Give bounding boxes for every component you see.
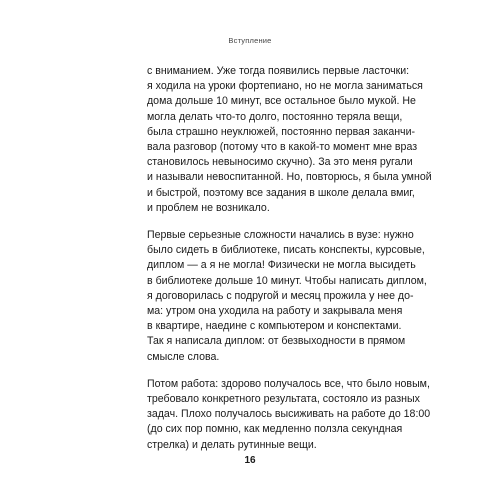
text-line: Потом работа: здорово получалось все, что было новым, [147, 377, 430, 390]
text-line: ма: утром она уходила на работу и закрывала меня [147, 305, 403, 318]
text-line: я договорилась с подругой и месяц прожила у нее до- [147, 289, 414, 302]
text-line: задач. Плохо получалось высиживать на работе до 18:00 [147, 408, 431, 421]
paragraph-1 [147, 64, 432, 216]
text-line: было сидеть в библиотеке, писать конспекты, курсовые, [147, 244, 425, 257]
text-line: стрелка) и делать рутинные вещи. [147, 438, 317, 451]
page-number: 16 [244, 455, 256, 466]
text-line: дома дольше 10 минут, все остальное было мукой. Не [147, 95, 416, 108]
text-line: вала разговор (потому что в какой-то момент мне враз [147, 141, 418, 154]
body-text [147, 64, 432, 465]
text-line: Первые серьезные сложности начались в вузе: нужно [147, 229, 414, 242]
text-line: требовало конкретного результата, состояло из разных [147, 393, 420, 406]
paragraph-3 [147, 377, 431, 453]
text-line: смысле слова. [147, 350, 220, 363]
text-line: я ходила на уроки фортепиано, но не могла заниматься [147, 80, 423, 93]
text-line: была страшно неуклюжей, постоянно первая заканчи- [147, 125, 416, 138]
paragraph-2 [147, 228, 427, 365]
text-line: (до сих пор помню, как медленно ползла секундная [147, 423, 403, 436]
text-line: становилось невыносимо скучно). За это меня ругали [147, 156, 413, 169]
text-line: диплом — а я не могла! Физически не могла высидеть [147, 259, 416, 272]
text-line: в библиотеке дольше 10 минут. Чтобы написать диплом, [147, 274, 427, 287]
text-line: и проблем не возникало. [147, 201, 270, 214]
text-line: в квартире, наедине с компьютером и конспектами. [147, 320, 402, 333]
text-line: и быстрой, поэтому все задания в школе делала вмиг, [147, 186, 415, 199]
text-line: с вниманием. Уже тогда появились первые ласточки: [147, 65, 410, 77]
running-head: Вступление [228, 36, 272, 45]
text-line: и называли невоспитанной. Но, повторюсь, я была умной [147, 171, 432, 184]
text-line: могла делать что-то долго, постоянно теряла вещи, [147, 110, 403, 123]
text-line: Так я написала диплом: от безвыходности в прямом [147, 335, 406, 348]
